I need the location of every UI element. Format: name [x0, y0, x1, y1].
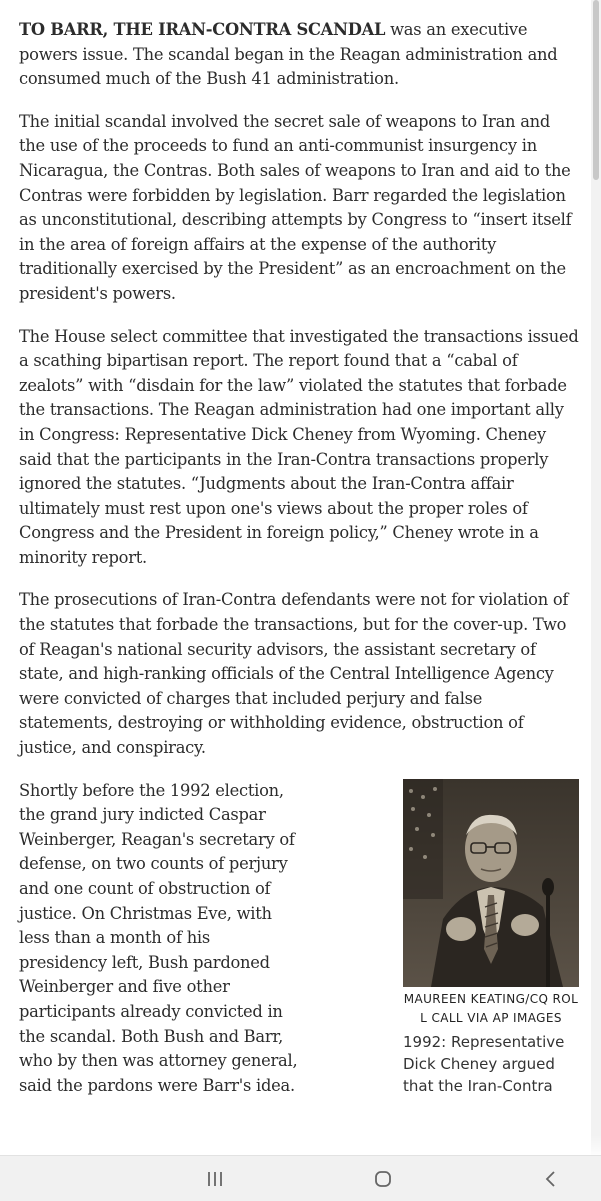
paragraph-pardons: Shortly before the 1992 election, the grand jury indicted Caspar Weinberger, Reagan's secretary of defense, on two counts of perjury and one count of obstruction of justice. On Christmas Eve, with less than a month of his presidency left, Bush pardoned Weinberger and five other participants already convicted in the scandal. Both Bush and Barr, who by then was attorney general, said the pardons were Barr's idea. [19, 780, 298, 1095]
paragraph-house-committee: The House select committee that investigated the transactions issued a scathing bipartisan report. The report found that a “cabal of zealots” with “disdain for the law” violated the statutes that forbade the transactions. The Reagan administration had one important ally in Congress: Representative Dick Cheney from Wyoming. Cheney said that the participants in the Iran-Contra transactions properly ignored the statutes. “Judgments about the Iran-Contra affair ultimately must rest upon one's views about the proper roles of Congress and the President in foreign policy,” Cheney wrote in a minority report. [19, 326, 579, 567]
paragraph-initial-scandal: The initial scandal involved the secret sale of weapons to Iran and the use of the proceeds to fund an anti-communist insurgency in Nicaragua, the Contras. Both sales of weapons to Iran and aid to the Contras were forbidden by legislation. Barr regarded the legislation as unconstitutional, describing attempts by Congress to “insert itself in the area of foreign affairs at the expense of the authority traditionally exercised by the President” as an encroachment on the president's powers. [19, 111, 572, 303]
home-icon [373, 1169, 393, 1189]
system-navigation-bar [0, 1155, 601, 1201]
paragraph-intro [19, 18, 579, 92]
back-icon [544, 1169, 558, 1189]
photo-figure [403, 779, 579, 1097]
recents-button[interactable] [193, 1164, 237, 1194]
scrollbar-thumb[interactable] [593, 0, 599, 180]
paragraph-intro-text: was an executive powers issue. The scandal began in the Reagan administration and consumed much of the Bush 41 administration. [19, 20, 558, 89]
photo-caption: 1992: Representative Dick Cheney argued that the Iran-Contra [403, 1032, 565, 1095]
paragraph-lead-in: TO BARR, THE IRAN-CONTRA SCANDAL [19, 20, 386, 39]
recents-icon [205, 1170, 225, 1188]
content-fade [0, 1135, 601, 1155]
paragraph-with-figure [19, 779, 579, 1117]
cheney-photo-illustration [403, 779, 579, 987]
home-button[interactable] [361, 1164, 405, 1194]
article-body [19, 18, 579, 1116]
scrollbar[interactable] [591, 0, 601, 1155]
back-button[interactable] [529, 1164, 573, 1194]
photo-credit: MAUREEN KEATING/CQ ROL L CALL VIA AP IMAGES [403, 991, 579, 1025]
paragraph-prosecutions: The prosecutions of Iran-Contra defendants were not for violation of the statutes that forbade the transactions, but for the cover-up. Two of Reagan's national security advisors, the assistant secretary of state, and high-ranking officials of the Central Intelligence Agency were convicted of charges that included perjury and false statements, destroying or withholding evidence, obstruction of justice, and conspiracy. [19, 590, 569, 758]
cheney-photo[interactable] [403, 779, 579, 987]
